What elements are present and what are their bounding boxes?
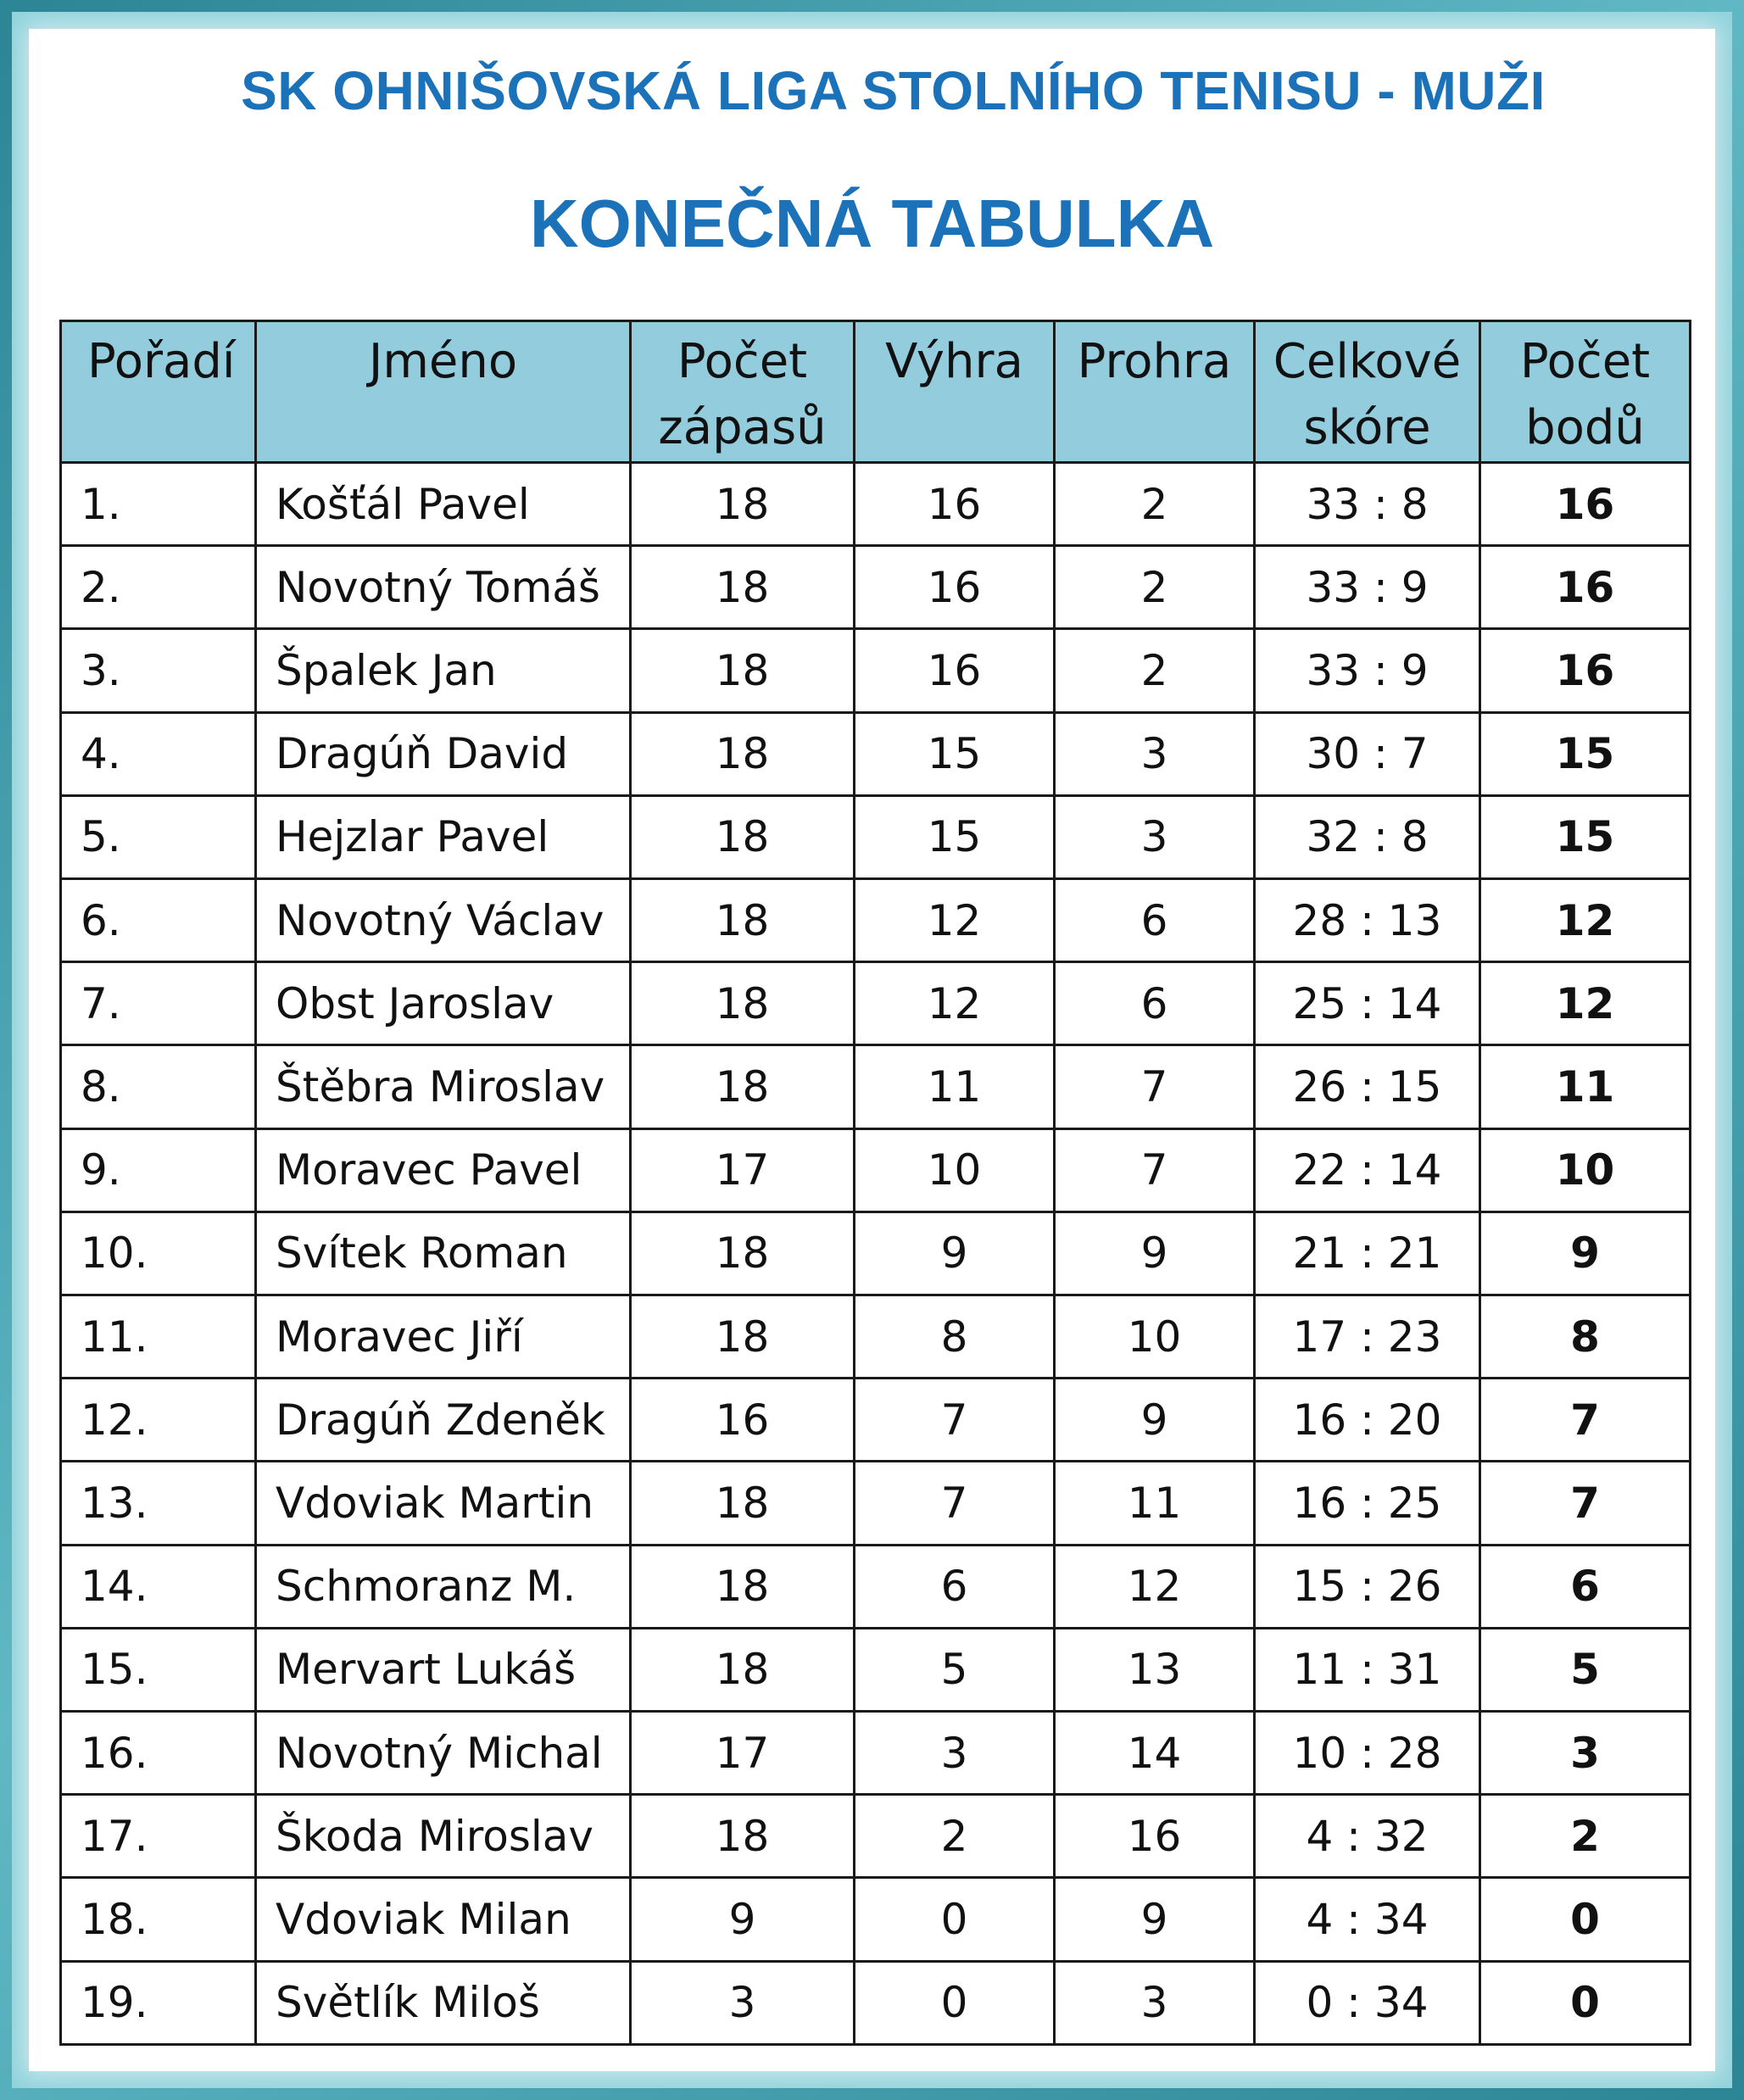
- cell-name: Vdoviak Martin: [256, 1462, 631, 1545]
- cell-points: 0: [1480, 1961, 1691, 2044]
- cell-score: 28 : 13: [1255, 879, 1480, 962]
- cell-score: 16 : 25: [1255, 1462, 1480, 1545]
- cell-name: Škoda Miroslav: [256, 1795, 631, 1878]
- cell-rank: 15.: [61, 1628, 256, 1711]
- cell-name: Moravec Pavel: [256, 1128, 631, 1212]
- cell-rank: 4.: [61, 712, 256, 795]
- cell-losses: 2: [1055, 463, 1255, 546]
- cell-points: 9: [1480, 1212, 1691, 1295]
- cell-points: 12: [1480, 879, 1691, 962]
- cell-wins: 16: [855, 629, 1055, 712]
- col-header-matches: Počet zápasů: [631, 321, 855, 463]
- table-row: [61, 1545, 1691, 1628]
- standings-table: [59, 320, 1691, 2046]
- cell-score: 26 : 15: [1255, 1045, 1480, 1128]
- cell-losses: 3: [1055, 795, 1255, 878]
- cell-rank: 3.: [61, 629, 256, 712]
- cell-losses: 12: [1055, 1545, 1255, 1628]
- cell-name: Schmoranz M.: [256, 1545, 631, 1628]
- league-title: SK OHNIŠOVSKÁ LIGA STOLNÍHO TENISU - MUŽI: [241, 60, 1546, 121]
- cell-rank: 13.: [61, 1462, 256, 1545]
- cell-matches: 18: [631, 712, 855, 795]
- cell-matches: 18: [631, 1462, 855, 1545]
- col-header-points: Počet bodů: [1480, 321, 1691, 463]
- cell-rank: 9.: [61, 1128, 256, 1212]
- cell-name: Košťál Pavel: [256, 463, 631, 546]
- table-row: [61, 1045, 1691, 1128]
- cell-score: 17 : 23: [1255, 1295, 1480, 1379]
- cell-rank: 12.: [61, 1379, 256, 1462]
- cell-matches: 9: [631, 1878, 855, 1961]
- cell-losses: 10: [1055, 1295, 1255, 1379]
- cell-matches: 18: [631, 463, 855, 546]
- cell-score: 15 : 26: [1255, 1545, 1480, 1628]
- cell-name: Štěbra Miroslav: [256, 1045, 631, 1128]
- cell-losses: 9: [1055, 1878, 1255, 1961]
- cell-points: 16: [1480, 463, 1691, 546]
- cell-losses: 14: [1055, 1712, 1255, 1795]
- cell-matches: 17: [631, 1712, 855, 1795]
- cell-name: Svítek Roman: [256, 1212, 631, 1295]
- cell-rank: 8.: [61, 1045, 256, 1128]
- cell-losses: 6: [1055, 879, 1255, 962]
- cell-name: Světlík Miloš: [256, 1961, 631, 2044]
- cell-rank: 17.: [61, 1795, 256, 1878]
- cell-name: Špalek Jan: [256, 629, 631, 712]
- cell-rank: 2.: [61, 546, 256, 629]
- cell-wins: 0: [855, 1961, 1055, 2044]
- cell-points: 8: [1480, 1295, 1691, 1379]
- cell-wins: 15: [855, 795, 1055, 878]
- cell-score: 30 : 7: [1255, 712, 1480, 795]
- cell-points: 7: [1480, 1462, 1691, 1545]
- cell-matches: 18: [631, 962, 855, 1045]
- cell-wins: 0: [855, 1878, 1055, 1961]
- table-row: [61, 1462, 1691, 1545]
- table-row: [61, 463, 1691, 546]
- cell-matches: 3: [631, 1961, 855, 2044]
- cell-points: 0: [1480, 1878, 1691, 1961]
- cell-points: 6: [1480, 1545, 1691, 1628]
- cell-matches: 18: [631, 1628, 855, 1711]
- table-row: [61, 1379, 1691, 1462]
- cell-points: 16: [1480, 546, 1691, 629]
- table-body: [61, 463, 1691, 2045]
- table-row: [61, 629, 1691, 712]
- cell-matches: 16: [631, 1379, 855, 1462]
- table-row: [61, 1212, 1691, 1295]
- cell-score: 4 : 34: [1255, 1878, 1480, 1961]
- cell-name: Mervart Lukáš: [256, 1628, 631, 1711]
- cell-wins: 9: [855, 1212, 1055, 1295]
- cell-wins: 3: [855, 1712, 1055, 1795]
- cell-name: Novotný Tomáš: [256, 546, 631, 629]
- cell-points: 7: [1480, 1379, 1691, 1462]
- table-row: [61, 546, 1691, 629]
- cell-points: 3: [1480, 1712, 1691, 1795]
- cell-score: 32 : 8: [1255, 795, 1480, 878]
- cell-wins: 11: [855, 1045, 1055, 1128]
- table-row: [61, 712, 1691, 795]
- cell-points: 15: [1480, 712, 1691, 795]
- cell-rank: 6.: [61, 879, 256, 962]
- cell-points: 15: [1480, 795, 1691, 878]
- cell-rank: 16.: [61, 1712, 256, 1795]
- table-row: [61, 1961, 1691, 2044]
- cell-score: 33 : 9: [1255, 546, 1480, 629]
- table-header-row: [61, 321, 1691, 463]
- col-header-wins: Výhra: [855, 321, 1055, 463]
- cell-wins: 12: [855, 962, 1055, 1045]
- cell-rank: 11.: [61, 1295, 256, 1379]
- cell-name: Vdoviak Milan: [256, 1878, 631, 1961]
- cell-wins: 5: [855, 1628, 1055, 1711]
- cell-losses: 9: [1055, 1379, 1255, 1462]
- cell-matches: 18: [631, 1295, 855, 1379]
- cell-score: 10 : 28: [1255, 1712, 1480, 1795]
- cell-name: Hejzlar Pavel: [256, 795, 631, 878]
- cell-wins: 8: [855, 1295, 1055, 1379]
- cell-points: 11: [1480, 1045, 1691, 1128]
- cell-score: 11 : 31: [1255, 1628, 1480, 1711]
- cell-points: 5: [1480, 1628, 1691, 1711]
- cell-name: Obst Jaroslav: [256, 962, 631, 1045]
- cell-name: Novotný Michal: [256, 1712, 631, 1795]
- cell-matches: 18: [631, 1545, 855, 1628]
- cell-losses: 16: [1055, 1795, 1255, 1878]
- cell-losses: 9: [1055, 1212, 1255, 1295]
- table-row: [61, 1712, 1691, 1795]
- cell-losses: 3: [1055, 712, 1255, 795]
- cell-rank: 10.: [61, 1212, 256, 1295]
- cell-losses: 7: [1055, 1045, 1255, 1128]
- cell-points: 12: [1480, 962, 1691, 1045]
- cell-name: Moravec Jiří: [256, 1295, 631, 1379]
- cell-score: 25 : 14: [1255, 962, 1480, 1045]
- cell-losses: 7: [1055, 1128, 1255, 1212]
- cell-wins: 7: [855, 1462, 1055, 1545]
- cell-wins: 10: [855, 1128, 1055, 1212]
- col-header-rank: Pořadí: [61, 321, 256, 463]
- cell-losses: 2: [1055, 629, 1255, 712]
- cell-matches: 17: [631, 1128, 855, 1212]
- table-row: [61, 962, 1691, 1045]
- cell-wins: 2: [855, 1795, 1055, 1878]
- cell-score: 33 : 8: [1255, 463, 1480, 546]
- table-title: KONEČNÁ TABULKA: [529, 186, 1215, 261]
- cell-points: 10: [1480, 1128, 1691, 1212]
- table-row: [61, 1295, 1691, 1379]
- cell-wins: 7: [855, 1379, 1055, 1462]
- cell-score: 16 : 20: [1255, 1379, 1480, 1462]
- cell-rank: 5.: [61, 795, 256, 878]
- table-row: [61, 1628, 1691, 1711]
- cell-matches: 18: [631, 1045, 855, 1128]
- table-row: [61, 1128, 1691, 1212]
- cell-score: 0 : 34: [1255, 1961, 1480, 2044]
- cell-rank: 1.: [61, 463, 256, 546]
- cell-matches: 18: [631, 546, 855, 629]
- cell-wins: 16: [855, 463, 1055, 546]
- cell-name: Dragúň David: [256, 712, 631, 795]
- cell-matches: 18: [631, 1795, 855, 1878]
- cell-score: 22 : 14: [1255, 1128, 1480, 1212]
- cell-rank: 7.: [61, 962, 256, 1045]
- cell-matches: 18: [631, 879, 855, 962]
- cell-score: 33 : 9: [1255, 629, 1480, 712]
- table-row: [61, 1878, 1691, 1961]
- table-row: [61, 795, 1691, 878]
- cell-losses: 6: [1055, 962, 1255, 1045]
- cell-matches: 18: [631, 1212, 855, 1295]
- cell-losses: 13: [1055, 1628, 1255, 1711]
- cell-name: Dragúň Zdeněk: [256, 1379, 631, 1462]
- cell-wins: 12: [855, 879, 1055, 962]
- cell-wins: 15: [855, 712, 1055, 795]
- cell-points: 16: [1480, 629, 1691, 712]
- cell-losses: 2: [1055, 546, 1255, 629]
- cell-points: 2: [1480, 1795, 1691, 1878]
- col-header-score: Celkové skóre: [1255, 321, 1480, 463]
- cell-score: 21 : 21: [1255, 1212, 1480, 1295]
- table-row: [61, 1795, 1691, 1878]
- cell-rank: 14.: [61, 1545, 256, 1628]
- cell-matches: 18: [631, 629, 855, 712]
- cell-losses: 11: [1055, 1462, 1255, 1545]
- cell-name: Novotný Václav: [256, 879, 631, 962]
- cell-score: 4 : 32: [1255, 1795, 1480, 1878]
- table-row: [61, 879, 1691, 962]
- cell-rank: 18.: [61, 1878, 256, 1961]
- col-header-losses: Prohra: [1055, 321, 1255, 463]
- cell-losses: 3: [1055, 1961, 1255, 2044]
- col-header-name: Jméno: [256, 321, 631, 463]
- cell-wins: 6: [855, 1545, 1055, 1628]
- cell-wins: 16: [855, 546, 1055, 629]
- cell-rank: 19.: [61, 1961, 256, 2044]
- cell-matches: 18: [631, 795, 855, 878]
